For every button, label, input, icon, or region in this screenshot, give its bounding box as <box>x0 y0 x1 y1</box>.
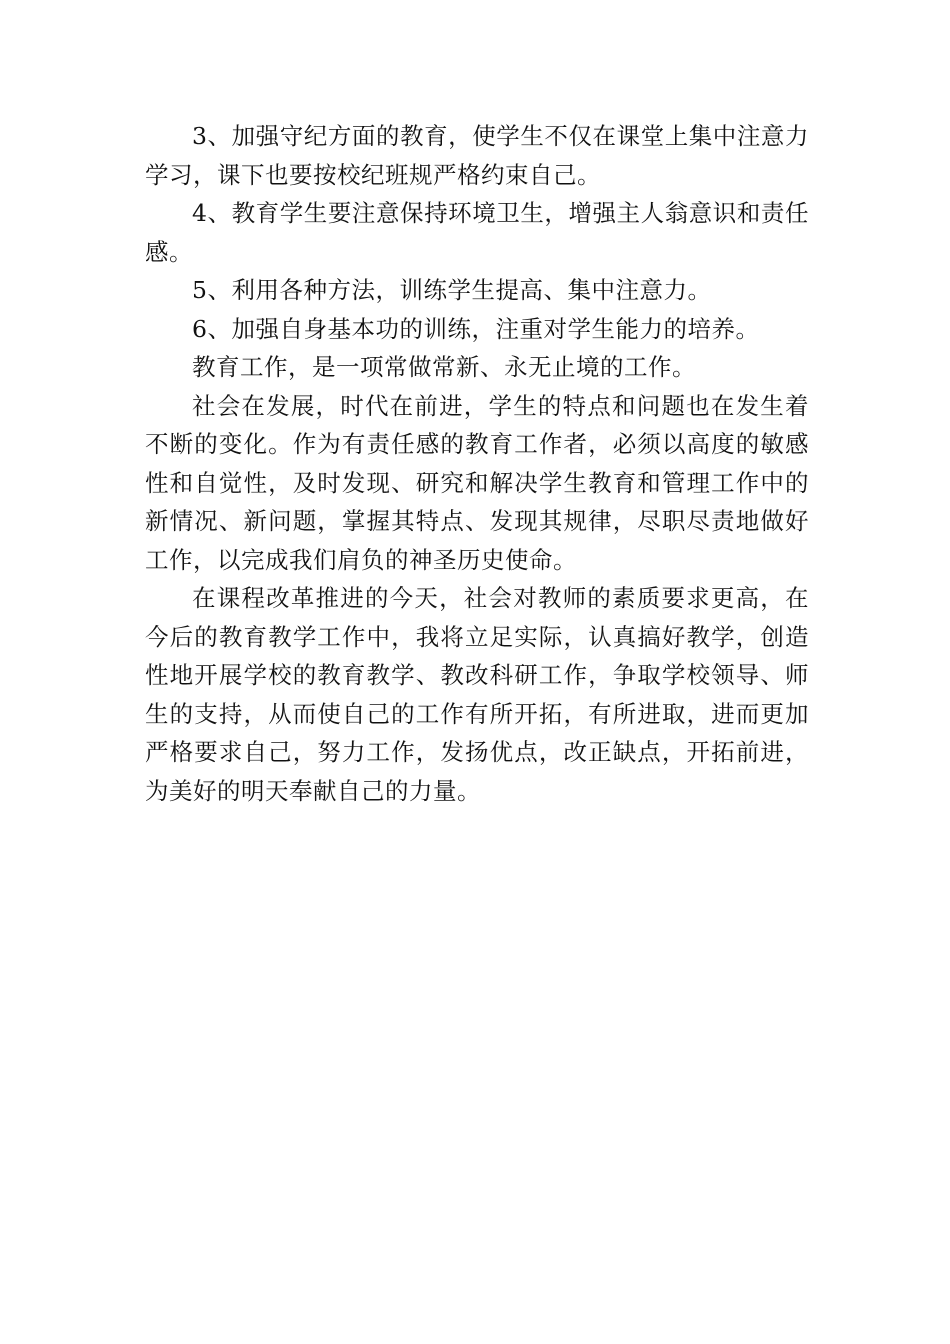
paragraph-curriculum-reform: 在课程改革推进的今天，社会对教师的素质要求更高，在今后的教育教学工作中，我将立足实际，认真搞好教学，创造性地开展学校的教育教学、教改科研工作，争取学校领导、师生的支持，从而使自己的工作有所开拓，有所进取，进而更加严格要求自己，努力工作，发扬优点，改正缺点，开拓前进，为美好的明天奉献自己的力量。 <box>145 584 809 805</box>
paragraph-item-4: 4、教育学生要注意保持环境卫生，增强主人翁意识和责任感。 <box>145 199 809 266</box>
document-body <box>145 117 809 810</box>
paragraph-item-3: 3、加强守纪方面的教育，使学生不仅在课堂上集中注意力学习，课下也要按校纪班规严格约束自己。 <box>145 122 809 189</box>
paragraph-item-6: 6、加强自身基本功的训练，注重对学生能力的培养。 <box>192 314 760 343</box>
paragraph-education-work: 教育工作，是一项常做常新、永无止境的工作。 <box>192 353 696 381</box>
paragraph-society-development: 社会在发展，时代在前进，学生的特点和问题也在发生着不断的变化。作为有责任感的教育工作者，必须以高度的敏感性和自觉性，及时发现、研究和解决学生教育和管理工作中的新情况、新问题，掌握其特点、发现其规律，尽职尽责地做好工作，以完成我们肩负的神圣历史使命。 <box>145 391 809 574</box>
paragraph-item-5: 5、利用各种方法，训练学生提高、集中注意力。 <box>192 276 712 304</box>
